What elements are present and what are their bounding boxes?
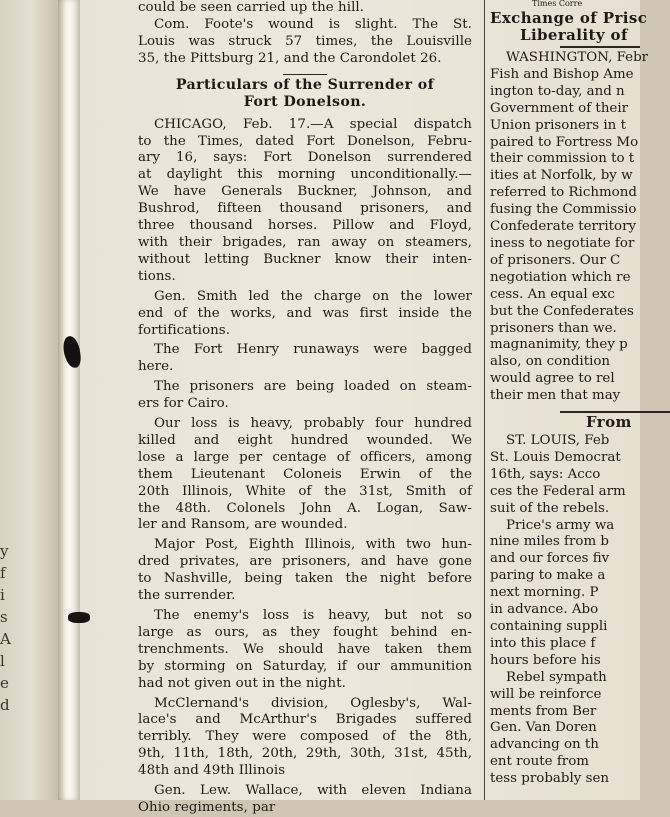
text-line: trenchments. We should have taken them	[138, 641, 472, 657]
headline-line: Particulars of the Surrender of	[175, 76, 435, 93]
headline-line: Fort Donelson.	[243, 93, 367, 110]
text-line: ler and Ransom, are wounded.	[138, 517, 348, 533]
column-divider	[484, 0, 485, 800]
text-line: killed and eight hundred wounded. We	[138, 432, 472, 448]
text-line: We have Generals Buckner, Johnson, and	[138, 184, 472, 200]
text-line: to the Times, dated Fort Donelson, Febru-	[138, 133, 472, 149]
text-line: with their brigades, ran away on steamers,	[138, 234, 472, 250]
text-line: fortifications.	[138, 322, 231, 338]
text-line: paring to make a	[490, 568, 606, 584]
page-fold	[58, 0, 80, 800]
text-line: Gen. Van Doren	[490, 720, 597, 736]
text-line: iness to negotiate for	[490, 235, 635, 251]
edge-letter: i	[0, 586, 5, 604]
burn-mark	[68, 612, 90, 623]
text-line: The Fort Henry runaways were bagged	[154, 342, 472, 358]
text-line: and our forces fiv	[490, 551, 610, 567]
text-line: ington to-day, and n	[490, 83, 625, 99]
headline-line: Exchange of Prisc	[490, 9, 648, 27]
text-line: ities at Norfolk, by w	[490, 168, 633, 184]
text-line: advancing on th	[490, 737, 599, 753]
left-page-edge	[0, 0, 58, 800]
text-line: in advance. Abo	[490, 602, 599, 618]
rule	[283, 74, 327, 75]
text-line: referred to Richmond	[490, 185, 637, 201]
text-line: ments from Ber	[490, 703, 597, 719]
paragraph	[138, 289, 472, 340]
paragraph	[138, 696, 472, 781]
col1-top-text	[138, 0, 472, 68]
text-line: ces the Federal arm	[490, 483, 626, 499]
text-line: 9th, 11th, 18th, 20th, 29th, 30th, 31st, 45th,	[138, 746, 472, 762]
text-line: 16th, says: Acco	[490, 466, 601, 482]
text-line: cess. An equal exc	[490, 286, 615, 302]
paragraph	[138, 608, 472, 693]
text-line: fusing the Commissio	[490, 202, 637, 218]
paragraph	[138, 416, 472, 534]
text-line: prisoners than we.	[490, 320, 617, 336]
text-line: their men that may	[490, 388, 621, 404]
text-line: McClernand's division, Oglesby's, Wal-	[154, 695, 472, 711]
paragraph	[138, 379, 472, 413]
text-line: the surrender.	[138, 588, 236, 604]
text-line: lace's and McArthur's Brigades suffered	[138, 712, 472, 728]
text-line: WASHINGTON, Febr	[506, 50, 649, 65]
text-line: Ohio regiments, par	[138, 799, 276, 815]
text-line: St. Louis Democrat	[490, 449, 621, 465]
text-line: Major Post, Eighth Illinois, with two hun-	[154, 537, 472, 553]
rule	[560, 46, 640, 48]
price-army-article	[490, 518, 670, 789]
column-exchange-prisoners	[490, 0, 670, 800]
text-line: Price's army wa	[506, 517, 615, 533]
text-line: into this place f	[490, 635, 596, 651]
text-line: paired to Fortress Mo	[490, 134, 639, 150]
edge-letter: l	[0, 652, 5, 670]
edge-letter: f	[0, 564, 6, 582]
text-line: 35, the Pittsburg 21, and the Carondolet 26.	[138, 50, 442, 66]
edge-letter: s	[0, 608, 8, 626]
text-line: The prisoners are being loaded on steam-	[154, 379, 472, 395]
article-body	[138, 117, 472, 817]
text-line: next morning. P	[490, 585, 599, 601]
from-article-body	[490, 433, 670, 518]
column-fort-donelson	[138, 0, 472, 815]
text-line: had not given out in the night.	[138, 675, 346, 691]
edge-letter: d	[0, 696, 10, 714]
text-line: also, on condition	[490, 354, 611, 370]
text-line: their commission to t	[490, 151, 635, 167]
text-line: will be reinforce	[490, 686, 602, 702]
text-line: to Nashville, being taken the night before	[138, 571, 472, 587]
edge-letter: A	[0, 630, 11, 648]
headline-fort-donelson	[138, 77, 472, 111]
text-line: Fish and Bishop Ame	[490, 66, 634, 82]
paragraph	[138, 537, 472, 605]
text-line: three thousand horses. Pillow and Floyd,	[138, 218, 472, 234]
text-line: 20th Illinois, White of the 31st, Smith of	[138, 483, 472, 499]
text-line: here.	[138, 359, 174, 375]
edge-letter: y	[0, 542, 9, 560]
left-page-letters	[0, 540, 14, 716]
text-line: terribly. They were composed of the 8th,	[138, 729, 472, 745]
exchange-article-body	[490, 50, 670, 405]
text-line: lose a large per centage of officers, among	[138, 449, 472, 465]
text-line: tess probably sen	[490, 771, 609, 787]
paragraph	[138, 117, 472, 286]
paragraph	[138, 783, 472, 817]
text-line: by storming on Saturday, if our ammunition	[138, 658, 472, 674]
text-line: could be seen carried up the hill.	[138, 0, 365, 15]
text-line: negotiation which re	[490, 269, 631, 285]
text-line: ers for Cairo.	[138, 396, 229, 412]
headline-line: Liberality of	[520, 26, 628, 44]
text-line: CHICAGO, Feb. 17.—A special dispatch	[154, 116, 472, 132]
text-line: them Lieutenant Coloneis Erwin of the	[138, 466, 472, 482]
text-line: nine miles from b	[490, 534, 609, 550]
text-line: Com. Foote's wound is slight. The St.	[154, 16, 472, 32]
text-line: of prisoners. Our C	[490, 252, 621, 268]
text-line: large as ours, as they fought behind en-	[138, 624, 472, 640]
text-line: Gen. Smith led the charge on the lower	[154, 288, 472, 304]
text-line: hours before his	[490, 652, 601, 668]
text-line: Union prisoners in t	[490, 117, 626, 133]
text-line: magnanimity, they p	[490, 337, 628, 353]
text-line: would agree to rel	[490, 371, 615, 387]
text-line: ent route from	[490, 754, 589, 770]
text-line: 48th and 49th Illinois	[138, 763, 286, 779]
text-line: Confederate territory	[490, 219, 637, 235]
text-line: ary 16, says: Fort Donelson surrendered	[138, 150, 472, 166]
headline-exchange	[490, 10, 670, 44]
text-line: Bushrod, fifteen thousand prisoners, and	[138, 201, 472, 217]
text-line: Our loss is heavy, probably four hundred	[154, 416, 472, 432]
text-line: dred privates, are prisoners, and have gone	[138, 554, 472, 570]
headline-from: From	[586, 413, 632, 432]
edge-letter: e	[0, 674, 9, 692]
text-line: suit of the rebels.	[490, 500, 610, 516]
text-line: Gen. Lew. Wallace, with eleven Indiana	[154, 783, 472, 799]
text-line: Government of their	[490, 100, 629, 116]
text-line: but the Confederates	[490, 303, 634, 319]
text-line: tions.	[138, 268, 176, 284]
text-line: at daylight this morning unconditionally.—	[138, 167, 472, 183]
paragraph	[138, 342, 472, 376]
text-line: the 48th. Colonels John A. Logan, Saw-	[138, 500, 472, 516]
text-line: The enemy's loss is heavy, but not so	[154, 608, 472, 623]
top-tag: Times Corre	[532, 0, 583, 8]
text-line: without letting Buckner know their inten-	[138, 251, 472, 267]
text-line: containing suppli	[490, 619, 608, 634]
text-line: Rebel sympath	[506, 669, 607, 685]
text-line: Louis was struck 57 times, the Louisville	[138, 33, 472, 49]
text-line: ST. LOUIS, Feb	[506, 433, 610, 449]
text-line: end of the works, and was first inside the	[138, 305, 472, 321]
